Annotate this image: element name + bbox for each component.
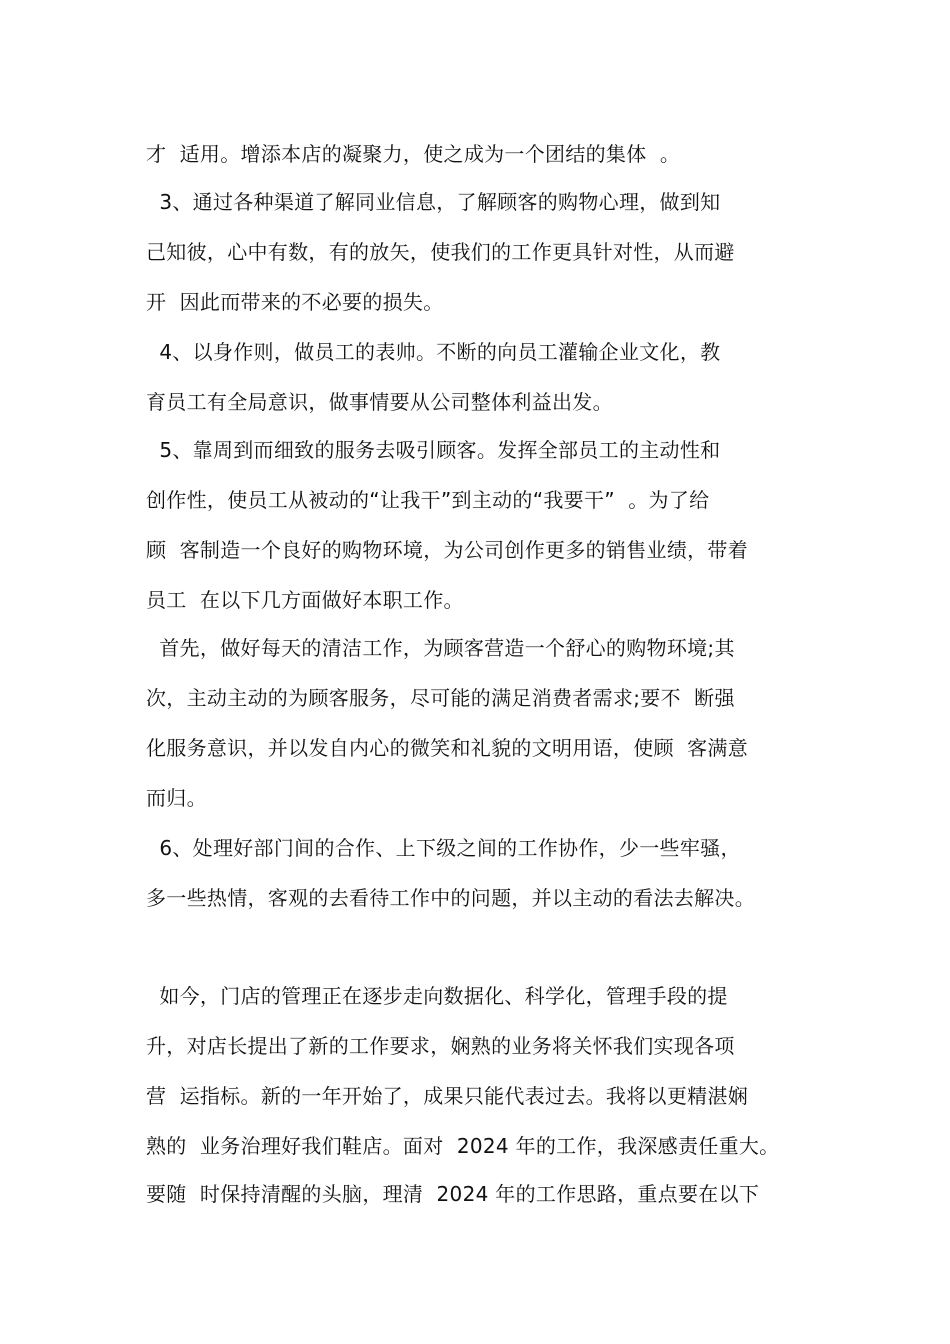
text-line: 创作性，使员工从被动的“让我干”到主动的“我要干” 。为了给 — [146, 488, 710, 512]
text-line: 化服务意识，并以发自内心的微笑和礼貌的文明用语，使顾 客满意 — [146, 736, 749, 760]
text-line: 员工 在以下几方面做好本职工作。 — [146, 588, 464, 612]
text-line: 多一些热情，客观的去看待工作中的问题，并以主动的看法去解决。 — [146, 886, 755, 910]
text-line: 6、处理好部门间的合作、上下级之间的工作协作，少一些牢骚， — [146, 836, 741, 860]
text-line: 升，对店长提出了新的工作要求，娴熟的业务将关怀我们实现各项 — [146, 1034, 735, 1058]
text-line: 3、通过各种渠道了解同业信息，了解顾客的购物心理，做到知 — [146, 190, 721, 214]
text-line: 5、靠周到而细致的服务去吸引顾客。发挥全部员工的主动性和 — [146, 438, 721, 462]
text-line: 而归。 — [146, 786, 207, 810]
text-line: 如今，门店的管理正在逐步走向数据化、科学化，管理手段的提 — [146, 984, 728, 1008]
text-line: 育员工有全局意识，做事情要从公司整体利益出发。 — [146, 390, 613, 414]
text-line: 己知彼，心中有数，有的放矢，使我们的工作更具针对性，从而避 — [146, 240, 735, 264]
text-line: 营 运指标。新的一年开始了，成果只能代表过去。我将以更精湛娴 — [146, 1084, 749, 1108]
text-line: 顾 客制造一个良好的购物环境，为公司创作更多的销售业绩，带着 — [146, 538, 749, 562]
text-line: 次，主动主动的为顾客服务，尽可能的满足消费者需求;要不 断强 — [146, 686, 735, 710]
text-line: 要随 时保持清醒的头脑，理清 2024 年的工作思路，重点要在以下 — [146, 1182, 760, 1206]
text-line: 首先，做好每天的清洁工作，为顾客营造一个舒心的购物环境;其 — [146, 636, 735, 660]
text-line: 才 适用。增添本店的凝聚力，使之成为一个团结的集体 。 — [146, 142, 681, 166]
text-line: 开 因此而带来的不必要的损失。 — [146, 290, 444, 314]
text-line: 4、以身作则，做员工的表帅。不断的向员工灌输企业文化，教 — [146, 340, 721, 364]
text-line: 熟的 业务治理好我们鞋店。面对 2024 年的工作，我深感责任重大。 — [146, 1134, 780, 1158]
